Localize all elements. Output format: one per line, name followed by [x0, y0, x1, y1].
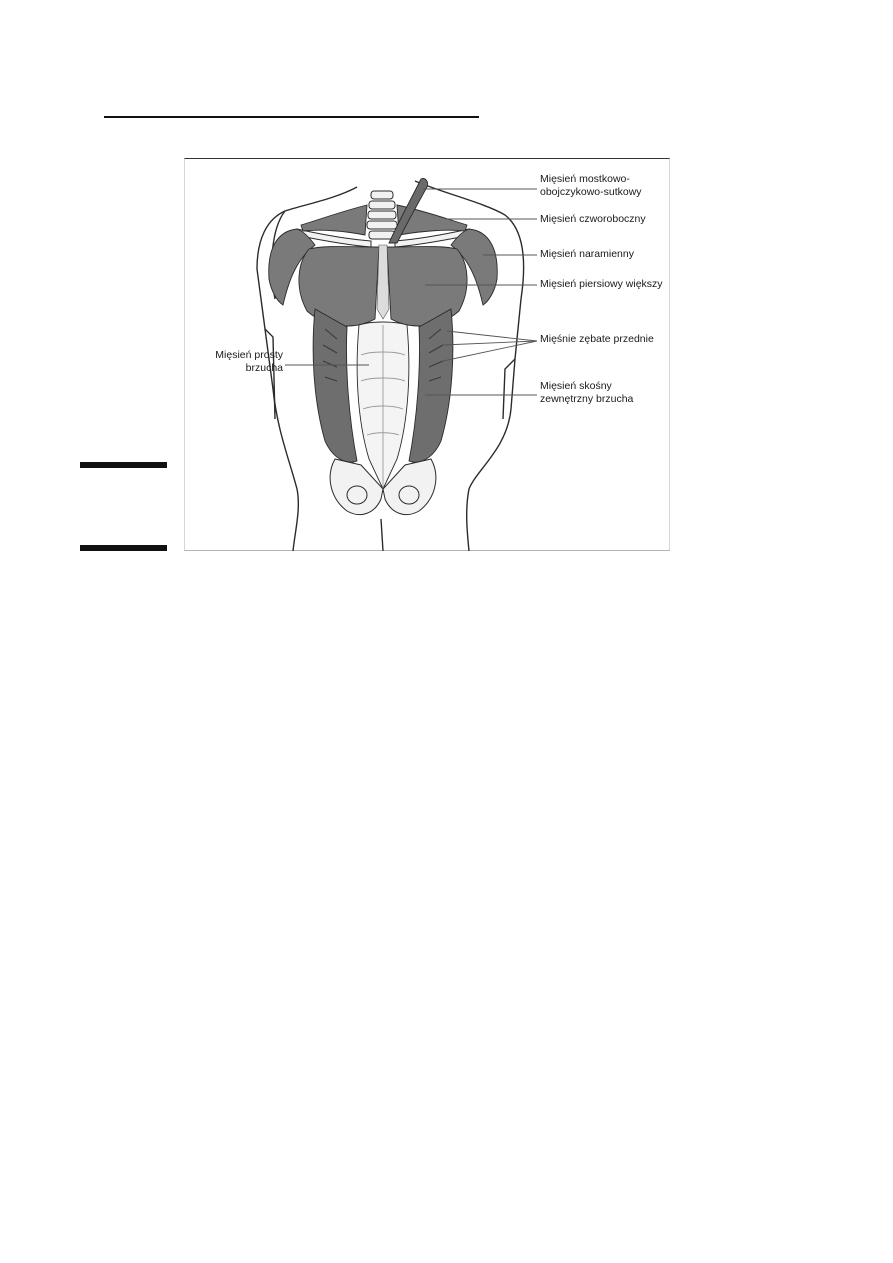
label-trapezius: Mięsień czworoboczny — [540, 213, 646, 225]
label-sternocleidomastoid: Mięsień mostkowo- obojczykowo-sutkowy — [540, 173, 642, 198]
external-oblique-left — [313, 309, 357, 462]
cervical-spine — [367, 191, 397, 239]
margin-marker-top — [80, 462, 167, 468]
header-rule — [104, 116, 479, 118]
label-deltoid: Mięsień naramienny — [540, 248, 634, 260]
label-serratus-anterior: Mięśnie zębate przednie — [540, 333, 654, 345]
margin-marker-bottom — [80, 545, 167, 551]
sternum — [377, 245, 389, 319]
rectus-abdominis — [357, 322, 409, 489]
torso-muscle-figure — [184, 158, 670, 551]
label-rectus-abdominis: Mięsień prosty brzucha — [215, 349, 283, 374]
external-oblique-right — [409, 309, 453, 462]
label-pectoralis-major: Mięsień piersiowy większy — [540, 278, 663, 290]
label-external-oblique: Mięsień skośny zewnętrzny brzucha — [540, 380, 634, 405]
